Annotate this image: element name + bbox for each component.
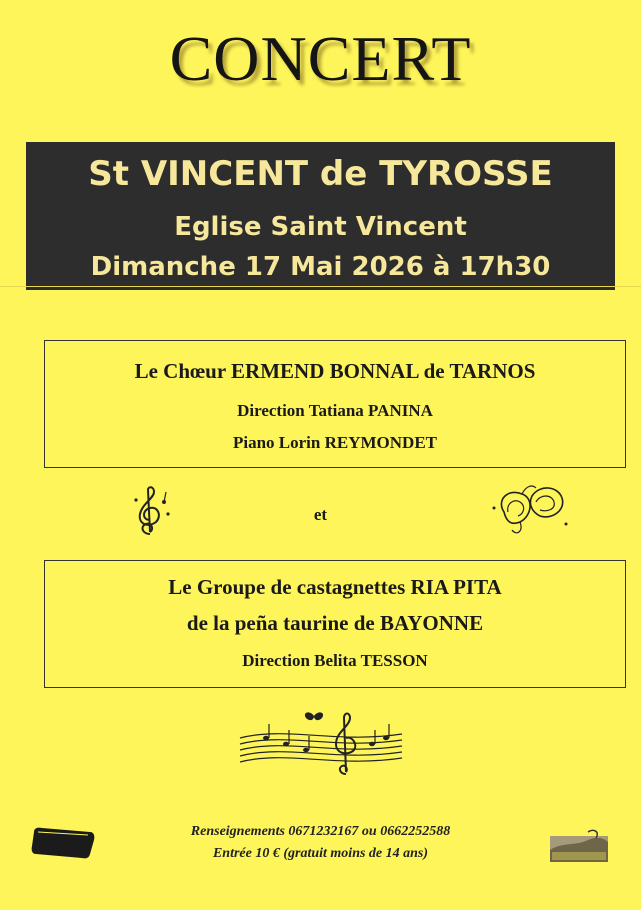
conjunction-text: et — [313, 505, 328, 524]
event-info-box — [26, 142, 615, 290]
entry-price: Entrée 10 € (gratuit moins de 14 ans) — [212, 846, 429, 861]
event-location: St VINCENT de TYROSSE — [88, 154, 553, 194]
poster-title: CONCERT — [169, 23, 472, 94]
music-staff-icon — [236, 708, 406, 780]
tarnos-logo — [548, 828, 610, 864]
performer2-origin: de la peña taurine de BAYONNE — [186, 611, 484, 635]
performer1-name: Le Chœur ERMEND BONNAL de TARNOS — [134, 359, 536, 383]
scan-line — [0, 286, 641, 287]
performer1-piano: Piano Lorin REYMONDET — [232, 433, 438, 452]
performer1-direction: Direction Tatiana PANINA — [237, 401, 433, 420]
castanets-icon — [486, 478, 572, 540]
event-venue: Eglise Saint Vincent — [174, 212, 467, 242]
performer2-direction: Direction Belita TESSON — [242, 651, 428, 670]
performer1-box — [44, 340, 626, 468]
performer2-box — [44, 560, 626, 688]
event-date: Dimanche 17 Mai 2026 à 17h30 — [90, 252, 551, 282]
performer2-name: Le Groupe de castagnettes RIA PITA — [168, 575, 502, 599]
contact-info: Renseignements 0671232167 ou 0662252588 — [190, 824, 451, 839]
